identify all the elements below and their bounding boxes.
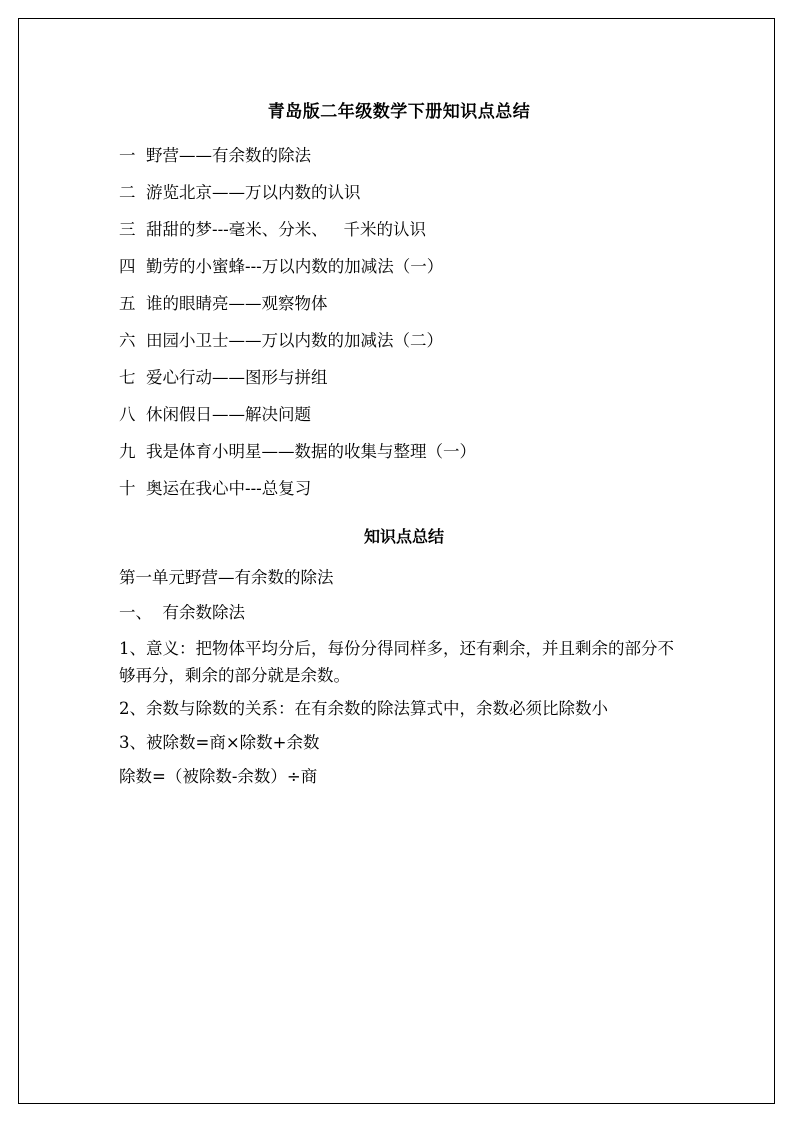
paragraph-4: 除数=（被除数-余数）÷商	[119, 766, 318, 786]
toc-item-2: 二 游览北京——万以内数的认识	[119, 183, 361, 202]
toc-item-1: 一 野营——有余数的除法	[119, 146, 311, 165]
toc-item-8: 八 休闲假日——解决问题	[119, 405, 311, 424]
document-page	[18, 18, 775, 1104]
toc-item-3: 三 甜甜的梦---毫米、分米、 千米的认识	[119, 220, 426, 239]
toc-item-4: 四 勤劳的小蜜蜂---万以内数的加减法（一）	[119, 257, 444, 276]
section-heading: 知识点总结	[363, 526, 444, 546]
toc-item-5: 五 谁的眼睛亮——观察物体	[119, 294, 328, 313]
toc-item-9: 九 我是体育小明星——数据的收集与整理（一）	[119, 442, 476, 461]
paragraph-2: 2、余数与除数的关系：在有余数的除法算式中，余数必须比除数小	[119, 699, 608, 719]
subheading: 一、 有余数除法	[119, 603, 245, 623]
document-body	[119, 97, 679, 798]
unit-heading: 第一单元野营—有余数的除法	[119, 567, 334, 587]
toc-item-7: 七 爱心行动——图形与拼组	[119, 368, 328, 387]
page-title: 青岛版二年级数学下册知识点总结	[267, 102, 531, 122]
paragraph-1: 1、意义：把物体平均分后，每份分得同样多，还有剩余，并且剩余的部分不够再分，剩余的部分就是余数。	[119, 638, 674, 685]
toc-item-10: 十 奥运在我心中---总复习	[119, 479, 312, 498]
paragraph-3: 3、被除数=商×除数+余数	[119, 733, 320, 753]
toc-item-6: 六 田园小卫士——万以内数的加减法（二）	[119, 331, 443, 350]
